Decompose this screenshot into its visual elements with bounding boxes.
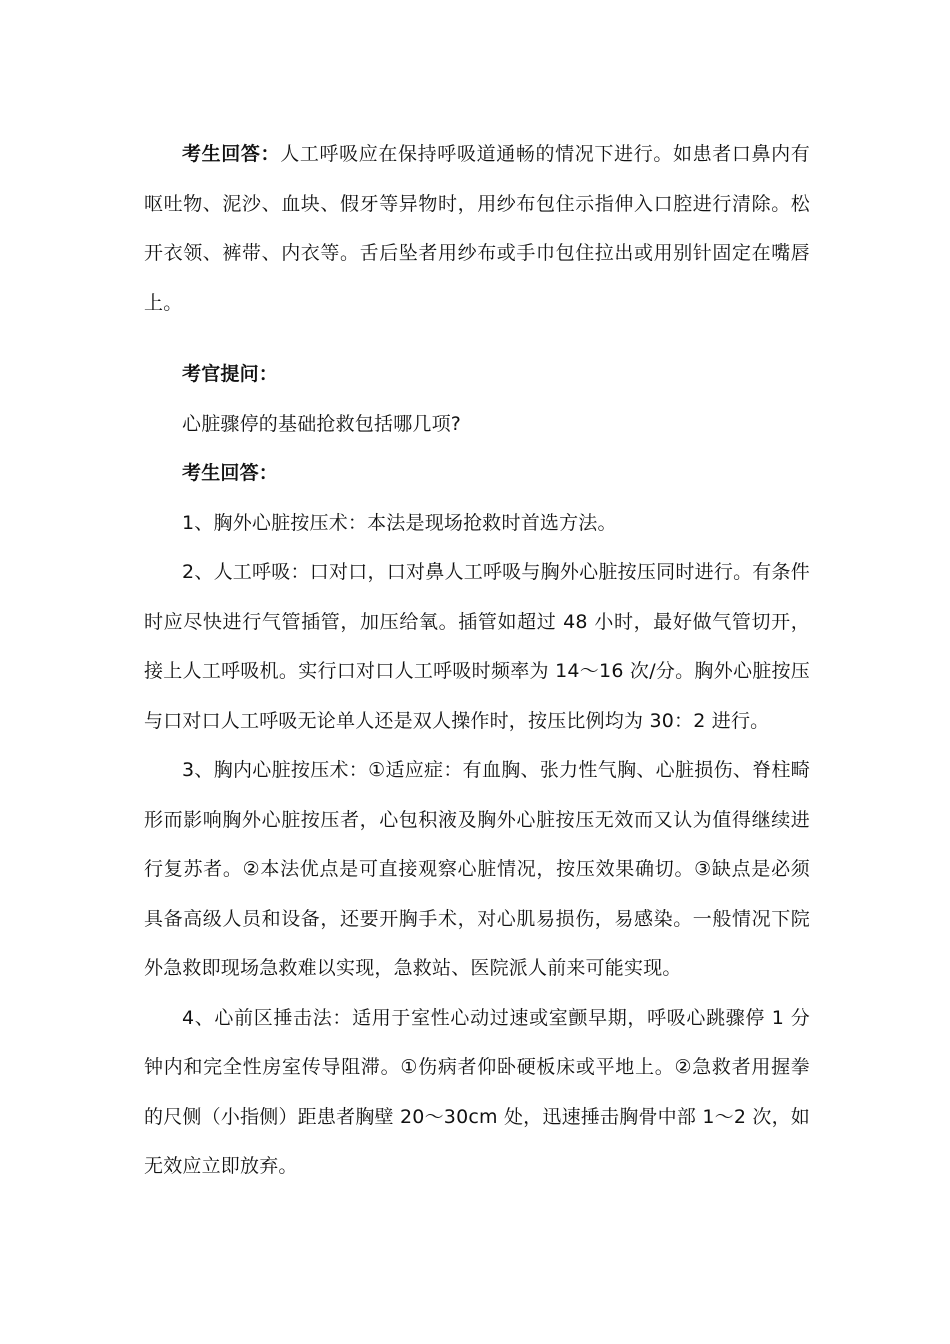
- question-text: 心脏骤停的基础抢救包括哪几项?: [182, 412, 462, 435]
- answer-paragraph-1: [144, 130, 810, 328]
- answer-label-1: 考生回答：: [182, 143, 281, 165]
- answer-text-1: 人工呼吸应在保持呼吸道通畅的情况下进行。如患者口鼻内有呕吐物、泥沙、血块、假牙等异物时，用纱布包住示指伸入口腔进行清除。松开衣领、裤带、内衣等。舌后坠者用纱布或手巾包住拉出或用别针固定在嘴唇上。: [144, 143, 810, 314]
- answer-label-2: 考生回答：: [182, 462, 279, 484]
- answer-item-2: 2、人工呼吸：口对口，口对鼻人工呼吸与胸外心脏按压同时进行。有条件时应尽快进行气管插管，加压给氧。插管如超过 48 小时，最好做气管切开，接上人工呼吸机。实行口对口人工呼吸时频率为 14～16 次/分。胸外心脏按压与口对口人工呼吸无论单人还是双人操作时，按压比例均为 30：2 进行。: [144, 561, 810, 732]
- document-body: [144, 130, 810, 1192]
- answer-item-3: 3、胸内心脏按压术：①适应症：有血胸、张力性气胸、心脏损伤、脊柱畸形而影响胸外心脏按压者，心包积液及胸外心脏按压无效而又认为值得继续进行复苏者。②本法优点是可直接观察心脏情况，按压效果确切。③缺点是必须具备高级人员和设备，还要开胸手术，对心肌易损伤，易感染。一般情况下院外急救即现场急救难以实现，急救站、医院派人前来可能实现。: [144, 759, 810, 979]
- section-gap: [144, 328, 810, 350]
- question-label: 考官提问：: [182, 363, 279, 385]
- answer-item-4: 4、心前区捶击法：适用于室性心动过速或室颤早期，呼吸心跳骤停 1 分钟内和完全性房室传导阻滞。①伤病者仰卧硬板床或平地上。②急救者用握拳的尺侧（小指侧）距患者胸壁 20～30cm 处，迅速捶击胸骨中部 1～2 次，如无效应立即放弃。: [144, 1006, 810, 1177]
- answer-item-1: 1、胸外心脏按压术：本法是现场抢救时首选方法。: [182, 511, 617, 534]
